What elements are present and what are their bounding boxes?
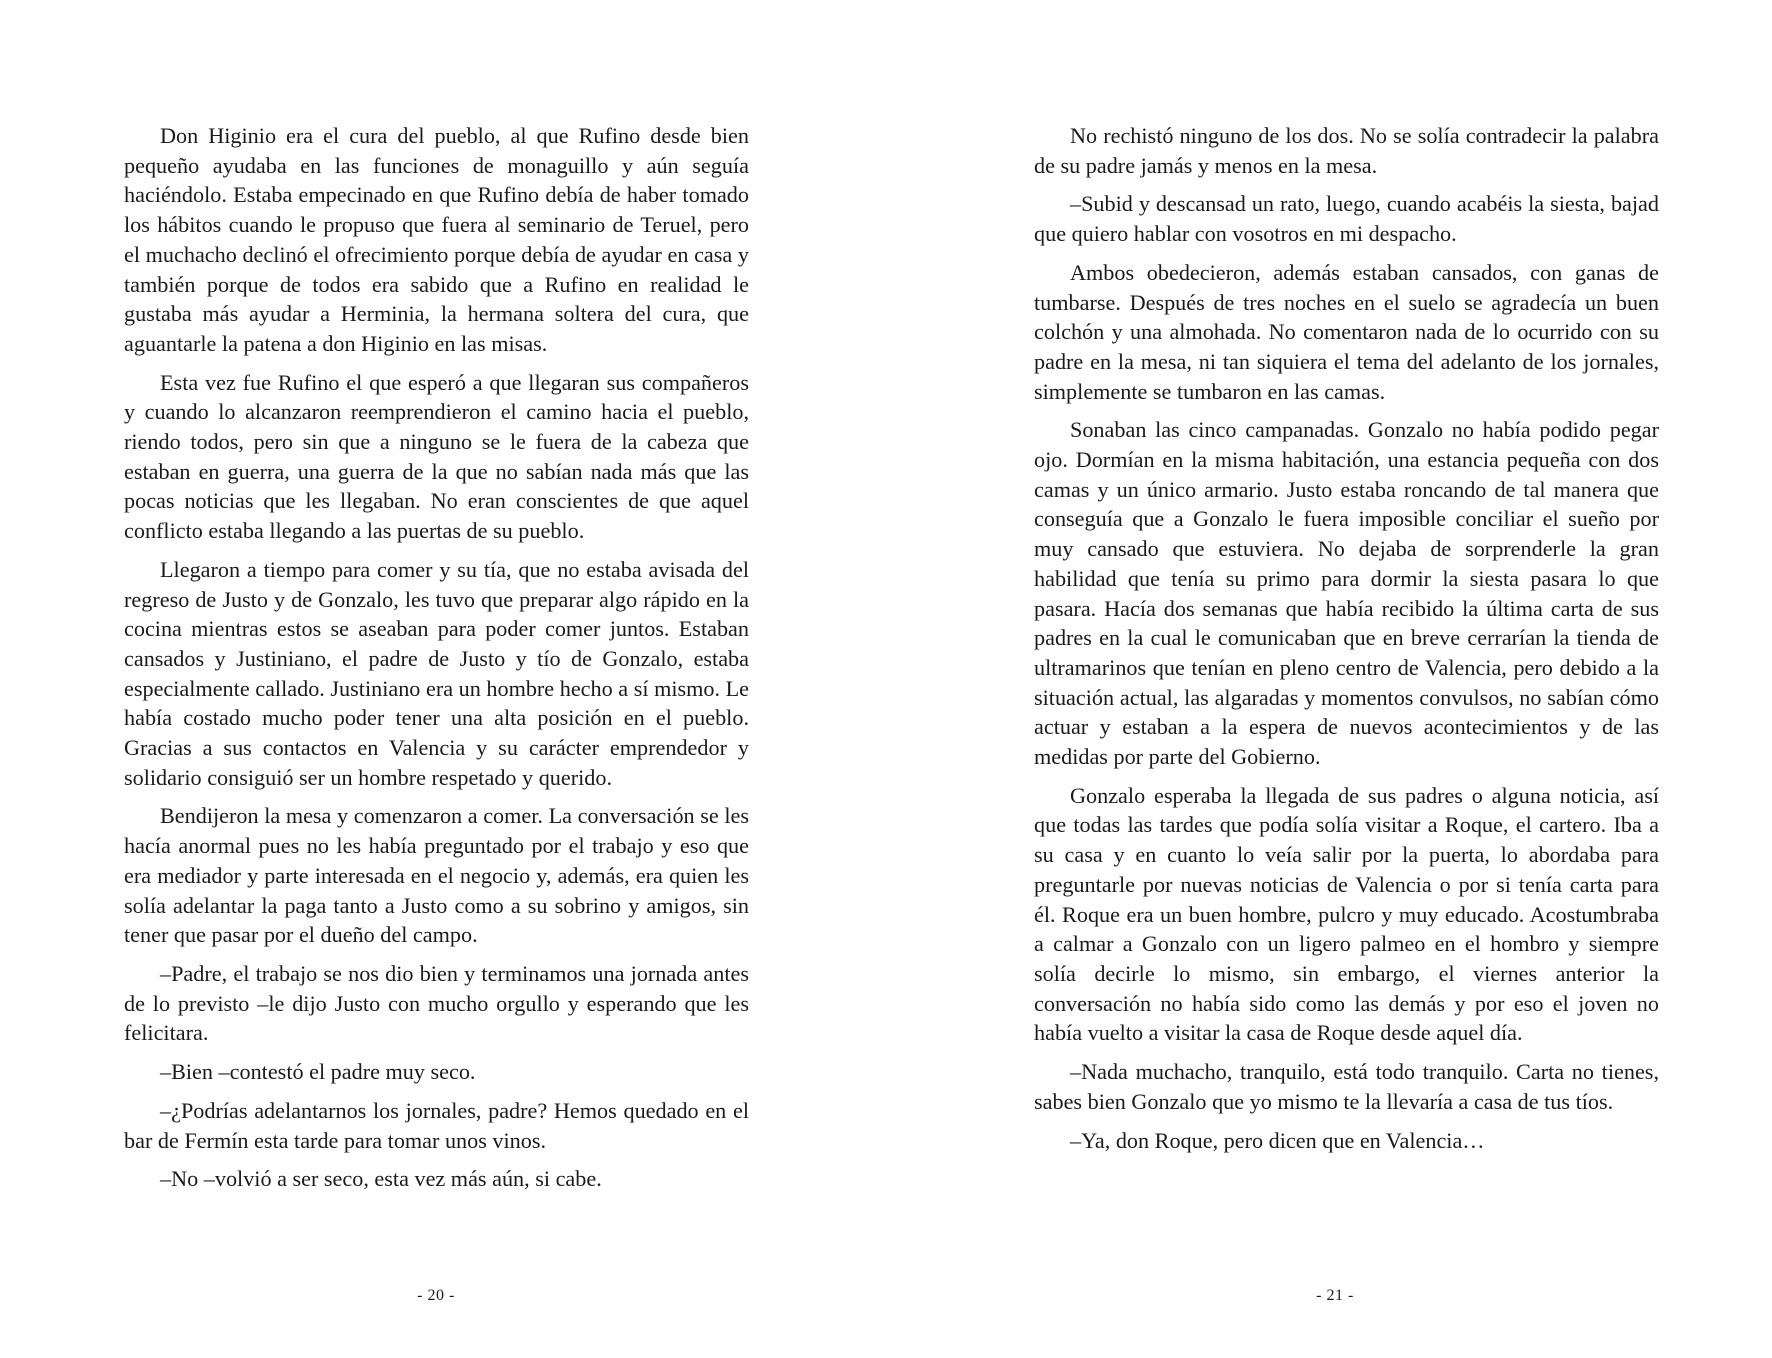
paragraph: Gonzalo esperaba la llegada de sus padres o alguna noticia, así que todas las tardes que podía solía visitar a Roque, el cartero. Iba a su casa y en cuanto lo veía salir por la puerta, lo abordaba para preguntarle por nuevas noticias de Valencia o por si tenía carta para él. Roque era un buen hombre, pulcro y muy educado. Acostumbraba a calmar a Gonzalo con un ligero palmeo en el hombro y siempre solía decirle lo mismo, sin embargo, el viernes anterior la conversación no había sido como las demás y por eso el joven no había vuelto a visitar la casa de Roque desde aquel día. <box>1034 782 1659 1046</box>
paragraph: Sonaban las cinco campanadas. Gonzalo no había podido pegar ojo. Dormían en la misma habitación, una estancia pequeña con dos camas y un único armario. Justo estaba roncando de tal manera que conseguía que a Gonzalo le fuera imposible conciliar el sueño por muy cansado que estuviera. No dejaba de sorprenderle la gran habilidad que tenía su primo para dormir la siesta pasara lo que pasara. Hacía dos semanas que había recibido la última carta de sus padres en la cual le comunicaban que en breve cerrarían la tienda de ultramarinos que tenían en pleno centro de Valencia, pero debido a la situación actual, las algaradas y momentos convulsos, no sabían cómo actuar y estaban a la espera de nuevos acontecimientos y de las medidas por parte del Gobierno. <box>1034 417 1659 770</box>
paragraph: –Padre, el trabajo se nos dio bien y terminamos una jornada antes de lo previsto –le dijo Justo con mucho orgullo y esperando que les felicitara. <box>124 960 749 1046</box>
paragraph: Ambos obedecieron, además estaban cansados, con ganas de tumbarse. Después de tres noches en el suelo se agradecía un buen colchón y una almohada. No comentaron nada de lo ocurrido con su padre en la mesa, ni tan siquiera el tema del adelanto de los jornales, simplemente se tumbaron en las camas. <box>1034 259 1659 404</box>
page-number: - 21 - <box>1316 1287 1354 1304</box>
paragraph: –¿Podrías adelantarnos los jornales, padre? Hemos quedado en el bar de Fermín esta tarde para tomar unos vinos. <box>124 1097 749 1153</box>
paragraph: Bendijeron la mesa y comenzaron a comer. La conversación se les hacía anormal pues no les había preguntado por el trabajo y eso que era mediador y parte interesada en el negocio y, además, era quien les solía adelantar la paga tanto a Justo como a su sobrino y amigos, sin tener que pasar por el dueño del campo. <box>124 803 749 948</box>
paragraph: –Ya, don Roque, pero dicen que en Valencia… <box>1070 1127 1485 1153</box>
paragraph: No rechistó ninguno de los dos. No se solía contradecir la palabra de su padre jamás y menos en la mesa. <box>1034 123 1659 178</box>
paragraph: –No –volvió a ser seco, esta vez más aún, si cabe. <box>160 1166 602 1192</box>
paragraph: –Bien –contestó el padre muy seco. <box>160 1059 476 1085</box>
left-page-text <box>124 121 749 1203</box>
paragraph: Llegaron a tiempo para comer y su tía, que no estaba avisada del regreso de Justo y de Gonzalo, les tuvo que preparar algo rápido en la cocina mientras estos se aseaban para poder comer juntos. Estaban cansados y Justiniano, el padre de Justo y tío de Gonzalo, estaba especialmente callado. Justiniano era un hombre hecho a sí mismo. Le había costado mucho poder tener una alta posición en el pueblo. Gracias a sus contactos en Valencia y su carácter emprendedor y solidario consiguió ser un hombre respetado y querido. <box>124 556 749 790</box>
paragraph: –Subid y descansad un rato, luego, cuando acabéis la siesta, bajad que quiero hablar con vosotros en mi despacho. <box>1034 191 1659 247</box>
paragraph: –Nada muchacho, tranquilo, está todo tranquilo. Carta no tienes, sabes bien Gonzalo que yo mismo te la llevaría a casa de tus tíos. <box>1034 1059 1659 1114</box>
paragraph: Don Higinio era el cura del pueblo, al que Rufino desde bien pequeño ayudaba en las funciones de monaguillo y aún seguía haciéndolo. Estaba empecinado en que Rufino debía de haber tomado los hábitos cuando le propuso que fuera al seminario de Teruel, pero el muchacho declinó el ofrecimiento porque debía de ayudar en casa y también porque de todos era sabido que a Rufino en realidad le gustaba más ayudar a Herminia, la hermana soltera del cura, que aguantarle la patena a don Higinio en las misas. <box>124 123 749 356</box>
right-page-text <box>1034 121 1659 1164</box>
right-page <box>886 0 1772 1358</box>
page-number: - 20 - <box>417 1287 455 1304</box>
paragraph: Esta vez fue Rufino el que esperó a que llegaran sus compañeros y cuando lo alcanzaron reemprendieron el camino hacia el pueblo, riendo todos, pero sin que a ninguno se le fuera de la cabeza que estaban en guerra, una guerra de la que no sabían nada más que las pocas noticias que les llegaban. No eran conscientes de que aquel conflicto estaba llegando a las puertas de su pueblo. <box>124 369 749 544</box>
